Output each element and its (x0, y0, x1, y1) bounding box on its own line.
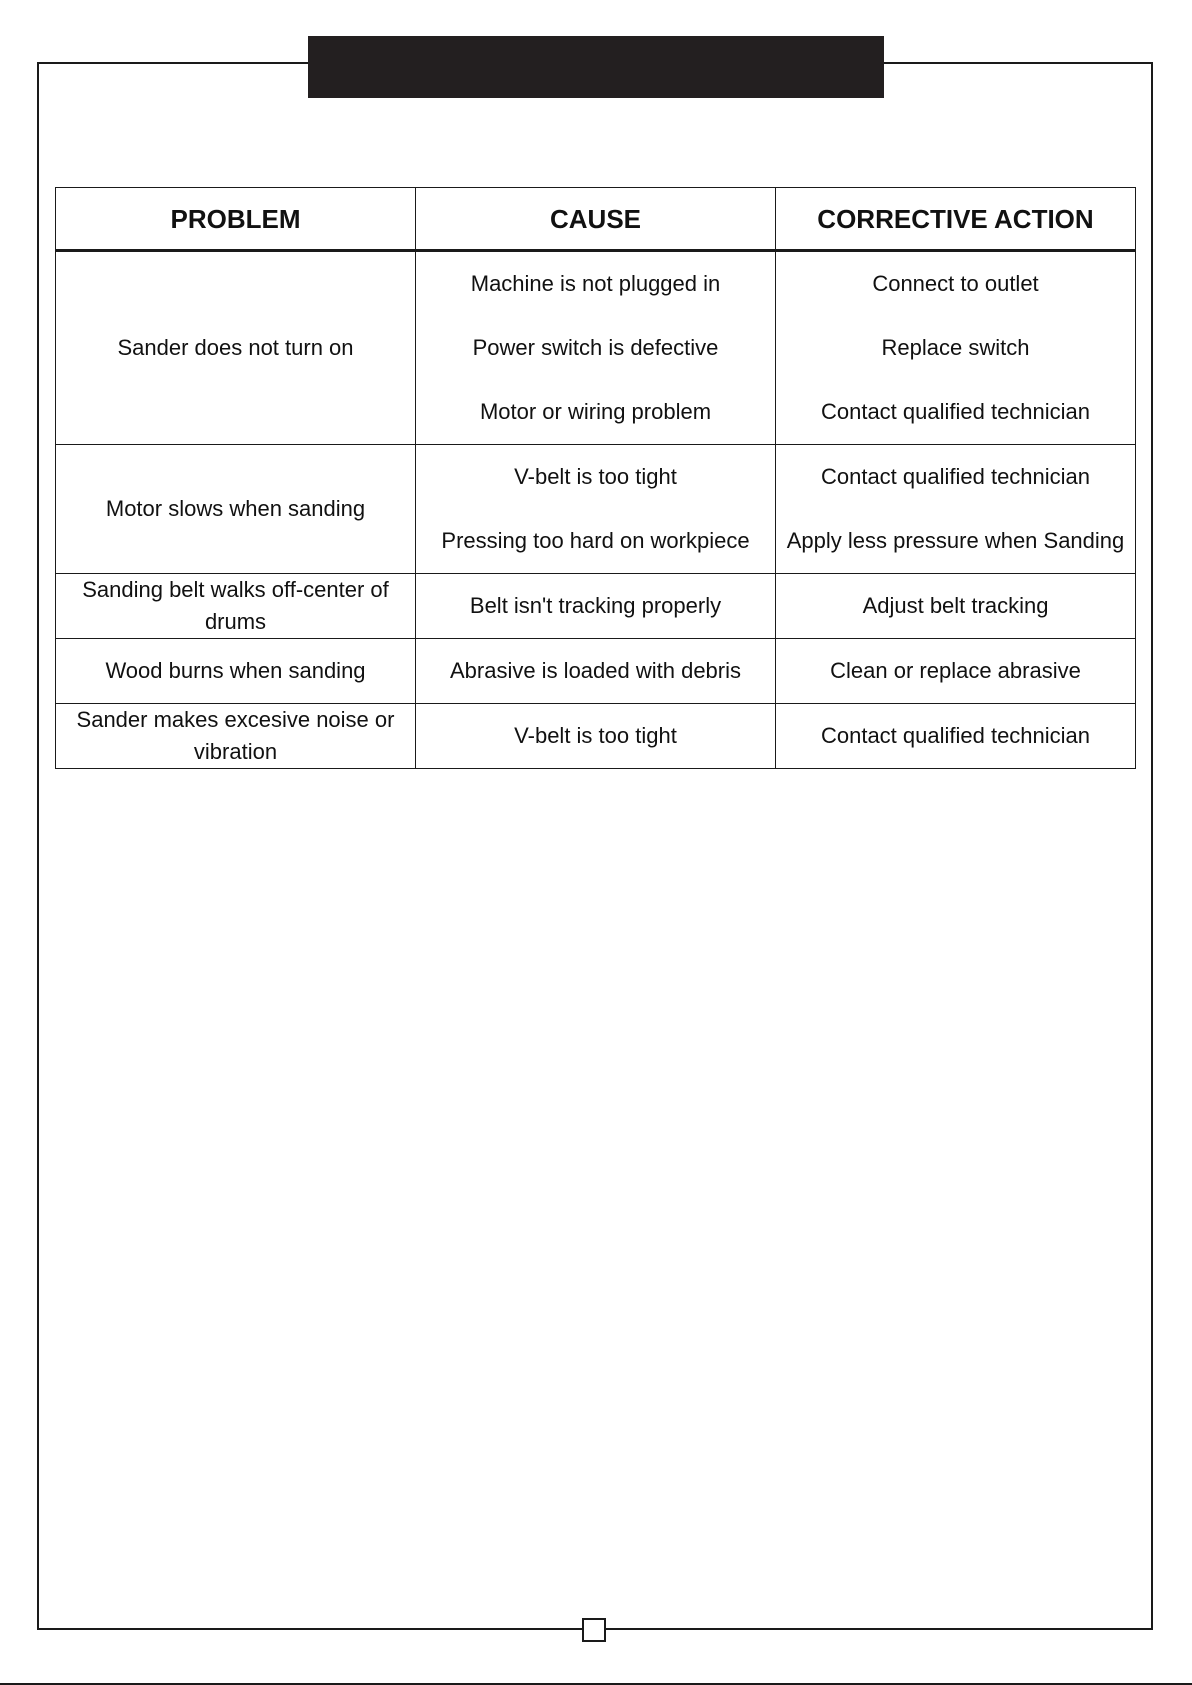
action-item: Replace switch (881, 335, 1030, 360)
cause-item: Power switch is defective (472, 335, 719, 360)
action-item: Connect to outlet (872, 271, 1039, 296)
action-cell: Clean or replace abrasive (776, 639, 1136, 704)
cause-cell: Abrasive is loaded with debris (416, 639, 776, 704)
header-problem: PROBLEM (56, 188, 416, 251)
troubleshooting-table-container (55, 187, 1135, 769)
problem-cell: Motor slows when sanding (56, 445, 416, 574)
table-row (56, 251, 1136, 445)
cause-cell (416, 445, 776, 574)
page-marker-square (582, 1618, 606, 1642)
problem-cell: Wood burns when sanding (56, 639, 416, 704)
action-cell: Contact qualified technician (776, 704, 1136, 769)
header-corrective-action: CORRECTIVE ACTION (776, 188, 1136, 251)
action-item: Contact qualified technician (820, 399, 1091, 424)
table-header-row (56, 188, 1136, 251)
cause-cell (416, 251, 776, 445)
cause-cell: Belt isn't tracking properly (416, 574, 776, 639)
action-cell (776, 251, 1136, 445)
table-row (56, 445, 1136, 574)
problem-cell: Sander does not turn on (56, 251, 416, 445)
title-banner (308, 36, 884, 98)
cause-item: Machine is not plugged in (470, 271, 721, 296)
action-item: Contact qualified technician (820, 464, 1091, 489)
table-row (56, 574, 1136, 639)
table-row (56, 639, 1136, 704)
action-item: Apply less pressure when Sanding (786, 528, 1125, 553)
cause-item: Motor or wiring problem (479, 399, 712, 424)
header-cause: CAUSE (416, 188, 776, 251)
cause-cell: V-belt is too tight (416, 704, 776, 769)
problem-cell: Sander makes excesive noise or vibration (56, 704, 416, 769)
troubleshooting-table (55, 187, 1136, 769)
action-cell (776, 445, 1136, 574)
cause-item: V-belt is too tight (514, 464, 677, 489)
cause-item: Pressing too hard on workpiece (441, 528, 750, 553)
problem-cell: Sanding belt walks off-center of drums (56, 574, 416, 639)
table-row (56, 704, 1136, 769)
action-cell: Adjust belt tracking (776, 574, 1136, 639)
